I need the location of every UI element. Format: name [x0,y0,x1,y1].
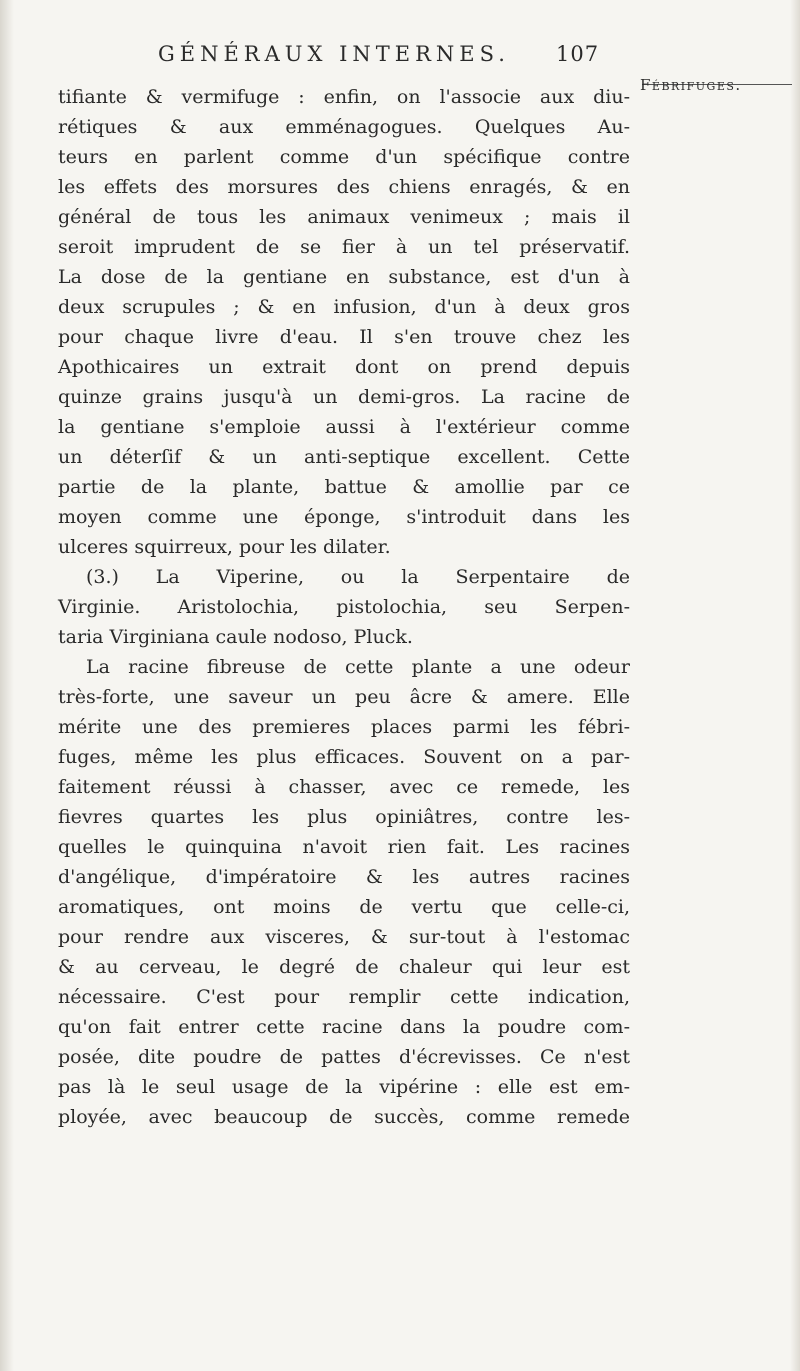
text-line: pour chaque livre d'eau. Il s'en trouve chez les [58,326,630,348]
text-line: la gentiane s'emploie aussi à l'extérieur comme [58,416,630,438]
text-line: La racine fibreuse de cette plante a une odeur [86,656,630,678]
text-line: seroit imprudent de se fier à un tel préservatif. [58,236,630,258]
text-line: d'angélique, d'impératoire & les autres racines [58,866,630,888]
text-line: rétiques & aux emménagogues. Quelques Au- [58,116,630,138]
text-line: taria Virginiana caule nodoso, Pluck. [58,626,413,648]
text-line: fuges, même les plus efficaces. Souvent on a par- [58,746,630,768]
text-line: faitement réussi à chasser, avec ce remede, les [58,776,630,798]
text-line: général de tous les animaux venimeux ; mais il [58,206,630,228]
body-text [58,82,630,1132]
text-line: aromatiques, ont moins de vertu que celle-ci, [58,896,630,918]
text-line: Apothicaires un extrait dont on prend depuis [58,356,630,378]
text-line: quelles le quinquina n'avoit rien fait. Les racines [58,836,630,858]
text-line: quinze grains jusqu'à un demi-gros. La racine de [58,386,630,408]
text-line: tifiante & vermifuge : enfin, on l'associe aux diu- [58,86,630,108]
section-heading-line: (3.) La Viperine, ou la Serpentaire de [86,566,630,588]
page-edge-shadow [790,0,800,1371]
text-line: ulceres squirreux, pour les dilater. [58,536,391,558]
text-line: très-forte, une saveur un peu âcre & amere. Elle [58,686,630,708]
running-title: GÉNÉRAUX INTERNES. [158,42,510,66]
text-line: Virginie. Aristolochia, pistolochia, seu Serpen- [58,596,630,618]
text-line: deux scrupules ; & en infusion, d'un à deux gros [58,296,630,318]
text-line: posée, dite poudre de pattes d'écrevisses. Ce n'est [58,1046,630,1068]
text-line: pour rendre aux visceres, & sur-tout à l'estomac [58,926,630,948]
text-line: les effets des morsures des chiens enragés, & en [58,176,630,198]
text-line: moyen comme une éponge, s'introduit dans les [58,506,630,528]
text-line: nécessaire. C'est pour remplir cette indication, [58,986,630,1008]
text-line: un déterſif & un anti-septique excellent. Cette [58,446,630,468]
margin-note: Fébrifuges. [640,76,742,94]
text-line: mérite une des premieres places parmi les fébri- [58,716,630,738]
text-line: qu'on fait entrer cette racine dans la poudre com- [58,1016,630,1038]
text-line: partie de la plante, battue & amollie par ce [58,476,630,498]
page-gutter-shadow [0,0,14,1371]
text-line: ployée, avec beaucoup de succès, comme remede [58,1106,630,1128]
text-line: fievres quartes les plus opiniâtres, contre les- [58,806,630,828]
text-line: pas là le seul usage de la vipérine : elle est em- [58,1076,630,1098]
page-number: 107 [556,42,600,66]
text-line: & au cerveau, le degré de chaleur qui leur est [58,956,630,978]
running-header [158,42,598,66]
text-line: La dose de la gentiane en substance, est d'un à [58,266,630,288]
text-line: teurs en parlent comme d'un spécifique contre [58,146,630,168]
